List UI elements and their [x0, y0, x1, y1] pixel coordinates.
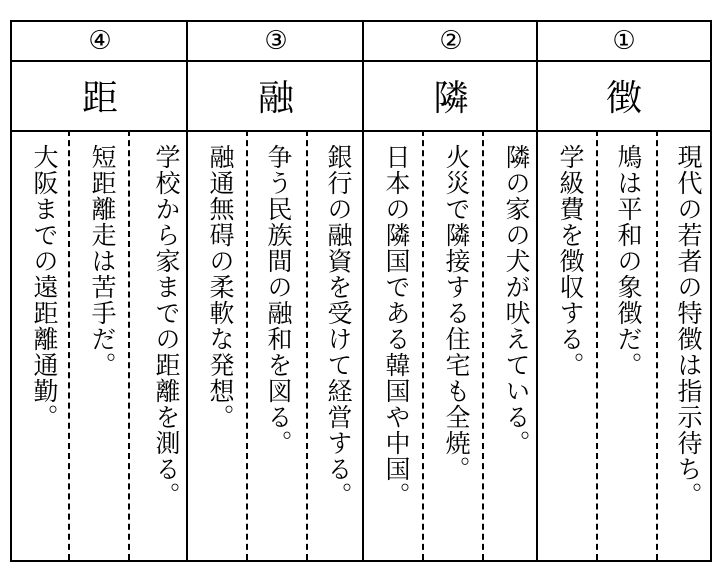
column-number: ② — [364, 22, 538, 62]
example-sentence: 鳩は平和の象徴だ。 — [614, 144, 643, 378]
example-sentence: 融通無碍の柔軟な発想。 — [206, 144, 235, 430]
column-3 — [186, 22, 364, 560]
sentence-area — [12, 130, 188, 560]
column-number: ④ — [12, 22, 188, 62]
column-1 — [536, 22, 710, 560]
dashed-divider — [656, 130, 658, 560]
dashed-divider — [68, 130, 70, 560]
example-sentence: 短距離走は苦手だ。 — [88, 144, 117, 378]
column-number: ① — [538, 22, 710, 62]
example-sentence: 現代の若者の特徴は指示待ち。 — [674, 144, 703, 508]
worksheet-table — [10, 20, 712, 562]
example-sentence: 隣の家の犬が吠えている。 — [502, 144, 531, 456]
column-kanji: 融 — [188, 60, 364, 132]
example-sentence: 学校から家までの距離を測る。 — [152, 144, 181, 508]
example-sentence: 銀行の融資を受けて経営する。 — [324, 144, 353, 508]
example-sentence: 日本の隣国である韓国や中国。 — [382, 144, 411, 508]
column-4 — [12, 22, 188, 560]
sentence-area — [188, 130, 364, 560]
sentence-area — [538, 130, 710, 560]
dashed-divider — [482, 130, 484, 560]
example-sentence: 大阪までの遠距離通勤。 — [30, 144, 59, 430]
dashed-divider — [246, 130, 248, 560]
column-kanji: 隣 — [364, 60, 538, 132]
dashed-divider — [128, 130, 130, 560]
dashed-divider — [306, 130, 308, 560]
dashed-divider — [596, 130, 598, 560]
column-kanji: 距 — [12, 60, 188, 132]
example-sentence: 学級費を徴収する。 — [556, 144, 585, 378]
column-2 — [362, 22, 538, 560]
sentence-area — [364, 130, 538, 560]
example-sentence: 火災で隣接する住宅も全焼。 — [442, 144, 471, 482]
dashed-divider — [422, 130, 424, 560]
column-kanji: 徴 — [538, 60, 710, 132]
column-number: ③ — [188, 22, 364, 62]
example-sentence: 争う民族間の融和を図る。 — [264, 144, 293, 456]
